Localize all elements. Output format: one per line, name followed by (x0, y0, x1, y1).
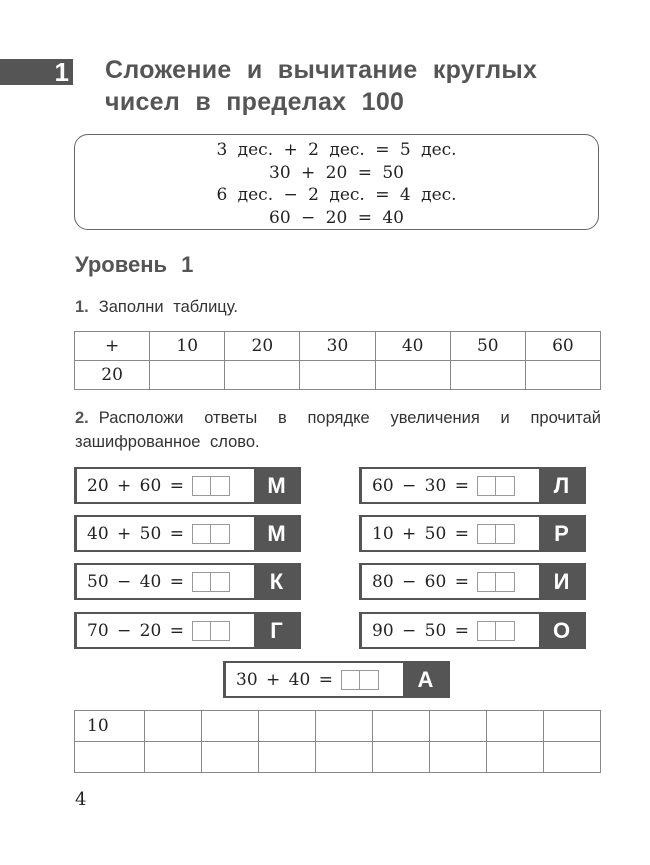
table-cell: 30 (300, 332, 375, 361)
table-header-row (75, 332, 601, 361)
letter-cell[interactable] (258, 742, 315, 773)
task-number: 2. (75, 409, 89, 427)
chapter-title: Сложение и вычитание круглых чисел в пределах 100 (105, 56, 538, 116)
expression: 70 − 20 = (87, 620, 184, 641)
task-1-instruction (75, 298, 238, 317)
expression-card (74, 467, 301, 504)
letter-cell[interactable] (201, 742, 258, 773)
answer-boxes[interactable] (192, 621, 230, 641)
expression: 30 + 40 = (236, 669, 333, 690)
cipher-letter: И (539, 565, 584, 598)
answer-cell[interactable] (450, 361, 525, 390)
rule-line: 6 дес. − 2 дес. = 4 дес. (216, 185, 457, 205)
letter-cell[interactable] (144, 742, 201, 773)
letter-cell[interactable] (372, 742, 429, 773)
table-cell: 20 (225, 332, 300, 361)
digit-box[interactable] (496, 476, 515, 496)
rule-box (74, 134, 599, 230)
digit-box[interactable] (477, 572, 496, 592)
answer-cell[interactable] (201, 711, 258, 742)
page-number: 4 (75, 789, 87, 810)
table-row (75, 742, 601, 773)
task-text: Расположи ответы в порядке увеличения и прочитай зашифрованное слово. (75, 409, 601, 451)
expression-card (359, 612, 586, 649)
digit-box[interactable] (192, 524, 211, 544)
digit-box[interactable] (496, 621, 515, 641)
expression: 10 + 50 = (372, 523, 469, 544)
table-row (75, 361, 601, 390)
cipher-letter: М (254, 517, 299, 550)
answer-order-table (74, 710, 601, 773)
table-cell: 20 (75, 361, 150, 390)
answer-cell[interactable] (144, 711, 201, 742)
digit-box[interactable] (477, 621, 496, 641)
digit-box[interactable] (360, 670, 379, 690)
cipher-letter: Р (539, 517, 584, 550)
answer-cell[interactable] (258, 711, 315, 742)
expression: 50 − 40 = (87, 571, 184, 592)
expression: 90 − 50 = (372, 620, 469, 641)
answer-boxes[interactable] (477, 572, 515, 592)
addition-table (74, 331, 601, 390)
answer-cell[interactable] (300, 361, 375, 390)
expression-card (359, 467, 586, 504)
cipher-letter: Л (539, 469, 584, 502)
rule-line: 60 − 20 = 40 (269, 207, 404, 228)
expression: 40 + 50 = (87, 523, 184, 544)
expression-card (223, 661, 450, 698)
answer-boxes[interactable] (192, 524, 230, 544)
rule-line: 3 дес. + 2 дес. = 5 дес. (216, 140, 457, 160)
answer-cell[interactable] (486, 711, 543, 742)
answer-boxes[interactable] (477, 621, 515, 641)
digit-box[interactable] (192, 476, 211, 496)
digit-box[interactable] (192, 621, 211, 641)
cipher-letter: О (539, 614, 584, 647)
answer-cell[interactable] (429, 711, 486, 742)
answer-boxes[interactable] (341, 670, 379, 690)
letter-cell[interactable] (315, 742, 372, 773)
task-number: 1. (75, 298, 89, 316)
answer-cell[interactable] (315, 711, 372, 742)
answer-cell[interactable] (150, 361, 225, 390)
answer-cell[interactable] (375, 361, 450, 390)
digit-box[interactable] (477, 524, 496, 544)
answer-boxes[interactable] (477, 524, 515, 544)
task-text: Заполни таблицу. (98, 298, 238, 316)
answer-boxes[interactable] (477, 476, 515, 496)
expression-card (74, 612, 301, 649)
answer-boxes[interactable] (192, 572, 230, 592)
expression-card (74, 515, 301, 552)
digit-box[interactable] (211, 476, 230, 496)
letter-cell[interactable] (543, 742, 600, 773)
expression-card (74, 563, 301, 600)
table-cell: 50 (450, 332, 525, 361)
cipher-letter: Г (254, 614, 299, 647)
digit-box[interactable] (211, 621, 230, 641)
answer-cell[interactable] (225, 361, 300, 390)
letter-cell[interactable] (486, 742, 543, 773)
chapter-number-tab: 1 (0, 59, 73, 85)
table-cell: 40 (375, 332, 450, 361)
digit-box[interactable] (341, 670, 360, 690)
answer-cell[interactable] (525, 361, 600, 390)
digit-box[interactable] (496, 572, 515, 592)
table-cell: + (75, 332, 150, 361)
expression: 20 + 60 = (87, 475, 184, 496)
digit-box[interactable] (211, 524, 230, 544)
cipher-letter: М (254, 469, 299, 502)
answer-cell[interactable] (372, 711, 429, 742)
letter-cell[interactable] (75, 742, 145, 773)
digit-box[interactable] (496, 524, 515, 544)
level-heading: Уровень 1 (75, 252, 194, 277)
digit-box[interactable] (211, 572, 230, 592)
letter-cell[interactable] (429, 742, 486, 773)
cipher-letter: К (254, 565, 299, 598)
expression-card (359, 515, 586, 552)
table-cell: 10 (150, 332, 225, 361)
expression: 80 − 60 = (372, 571, 469, 592)
expression-card (359, 563, 586, 600)
table-row (75, 711, 601, 742)
task-2-instruction (75, 406, 601, 454)
answer-cell[interactable] (543, 711, 600, 742)
digit-box[interactable] (192, 572, 211, 592)
table-cell: 60 (525, 332, 600, 361)
expression: 60 − 30 = (372, 475, 469, 496)
digit-box[interactable] (477, 476, 496, 496)
answer-boxes[interactable] (192, 476, 230, 496)
answer-cell[interactable]: 10 (75, 711, 145, 742)
cipher-letter: А (403, 663, 448, 696)
rule-line: 30 + 20 = 50 (269, 162, 404, 183)
